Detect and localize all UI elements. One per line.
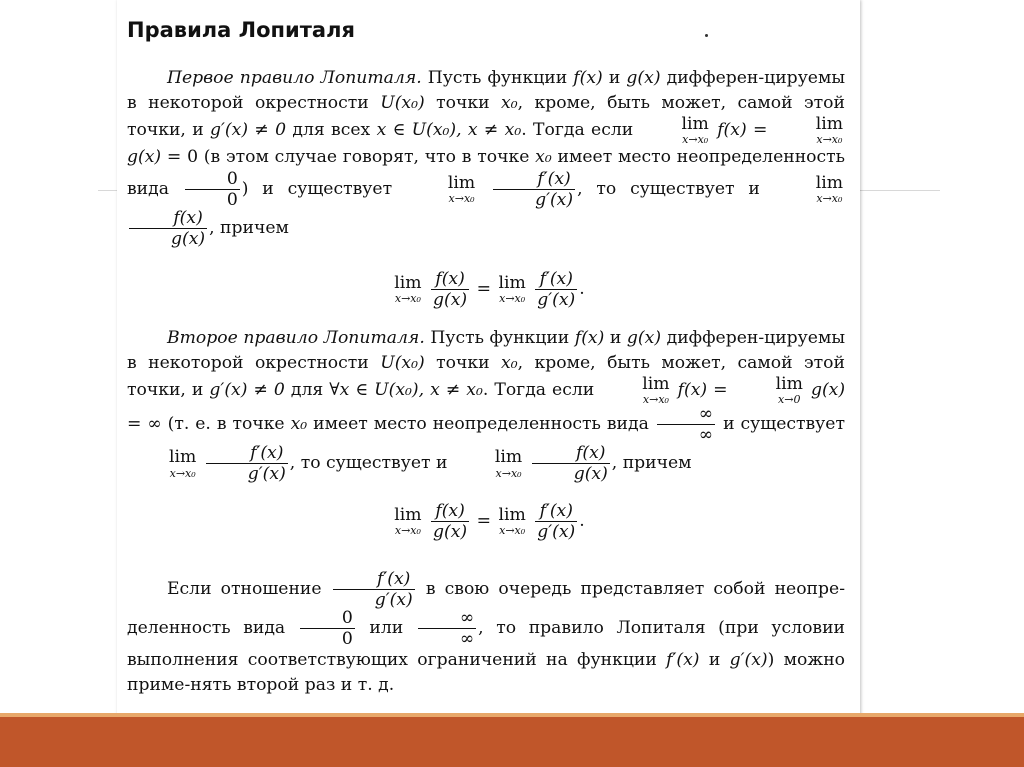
limit-expression: lim x→x₀ <box>447 173 476 206</box>
rule1-paragraph: Первое правило Лопиталя. Пусть функции f(x) и g(x) дифферен-цируемы в некоторой окрестности U(x₀) точки x₀, кроме, быть может, самой этой точки, и g′(x) ≠ 0 для всех x ∈ U(x₀), x ≠ x₀. Тогда если lim x→x₀ f(x) = lim x→x₀ g(x) = 0 (в этом случае говорят, что в точке x₀ имеет место неопределенность вида $\frac{0}{0}$ ) и существует lim x→x₀ $\frac{f'(x)}{g'(x)}$ , то существует и lim x→x₀ $\frac{f(x)}{g(x)}$ , причем <box>127 68 846 250</box>
fraction-inf-over-inf: $\frac{\infty}{\infty}$ <box>657 405 715 444</box>
limit-expression: lim x→x₀ <box>169 447 197 480</box>
limit-expression: lim x→x₀ <box>642 374 670 407</box>
rule2-paragraph: Второе правило Лопиталя. Пусть функции f(x) и g(x) дифферен-цируемы в некоторой окрестности U(x₀) точки x₀, кроме, быть может, самой этой точки, и g′(x) ≠ 0 для ∀x ∈ U(x₀), x ≠ x₀. Тогда если lim x→x₀ f(x) = lim x→0 g(x) = ∞ (т. е. в точке x₀ имеет место неопределенность вида $\frac{\infty}{\infty}$ и существует lim x→x₀ $\frac{f'(x)}{g'(x)}$ , то существует и lim x→x₀ $\frac{f(x)}{g(x)}$ , причем <box>127 328 846 485</box>
limit-expression: lim x→x₀ <box>681 114 709 147</box>
display-equation-1: lim x→x₀ $\frac{f(x)}{g(x)}$ = lim x→x₀ $\frac{f'(x)}{g'(x)}$ . <box>394 269 585 311</box>
fraction-fp-over-gp: $\frac{f'(x)}{g'(x)}$ <box>206 444 288 483</box>
limit-expression: lim x→0 <box>775 374 803 407</box>
rule1-name: Первое правило Лопиталя. <box>167 68 422 88</box>
display-equation-2: lim x→x₀ $\frac{f(x)}{g(x)}$ = lim x→x₀ $\frac{f'(x)}{g'(x)}$ . <box>394 501 585 543</box>
rule2-name: Второе правило Лопиталя. <box>167 328 425 348</box>
limit-expression: lim x→x₀ <box>815 173 843 206</box>
fraction-fp-over-gp: $\frac{f'(x)}{g'(x)}$ <box>333 570 415 609</box>
fraction-fp-over-gp: $\frac{f'(x)}{g'(x)}$ <box>493 170 575 209</box>
stray-dot <box>705 34 708 37</box>
fraction-zero-over-zero: $\frac{0}{0}$ <box>185 170 240 209</box>
footer-band <box>0 717 1024 767</box>
limit-expression: lim x→x₀ <box>815 114 844 147</box>
slide-page <box>117 0 860 716</box>
note-paragraph: Если отношение $\frac{f'(x)}{g'(x)}$ в свою очередь представляет собой неопре-деленность вида $\frac{0}{0}$ или $\frac{\infty}{\infty}$ , то правило Лопиталя (при условии выполнения соответствующих ограничений на функции f′(x) и g′(x)) можно приме-нять второй раз и т. д. <box>127 569 846 696</box>
decorative-line-right <box>860 190 940 191</box>
page-title: Правила Лопиталя <box>127 18 355 42</box>
fraction-f-over-g: $\frac{f(x)}{g(x)}$ <box>532 444 610 483</box>
limit-expression: lim x→x₀ <box>494 447 523 480</box>
fraction-inf-over-inf: $\frac{\infty}{\infty}$ <box>418 609 476 648</box>
fraction-zero-over-zero: $\frac{0}{0}$ <box>300 609 355 648</box>
decorative-line-left <box>98 190 118 191</box>
fraction-f-over-g: $\frac{f(x)}{g(x)}$ <box>129 209 207 248</box>
